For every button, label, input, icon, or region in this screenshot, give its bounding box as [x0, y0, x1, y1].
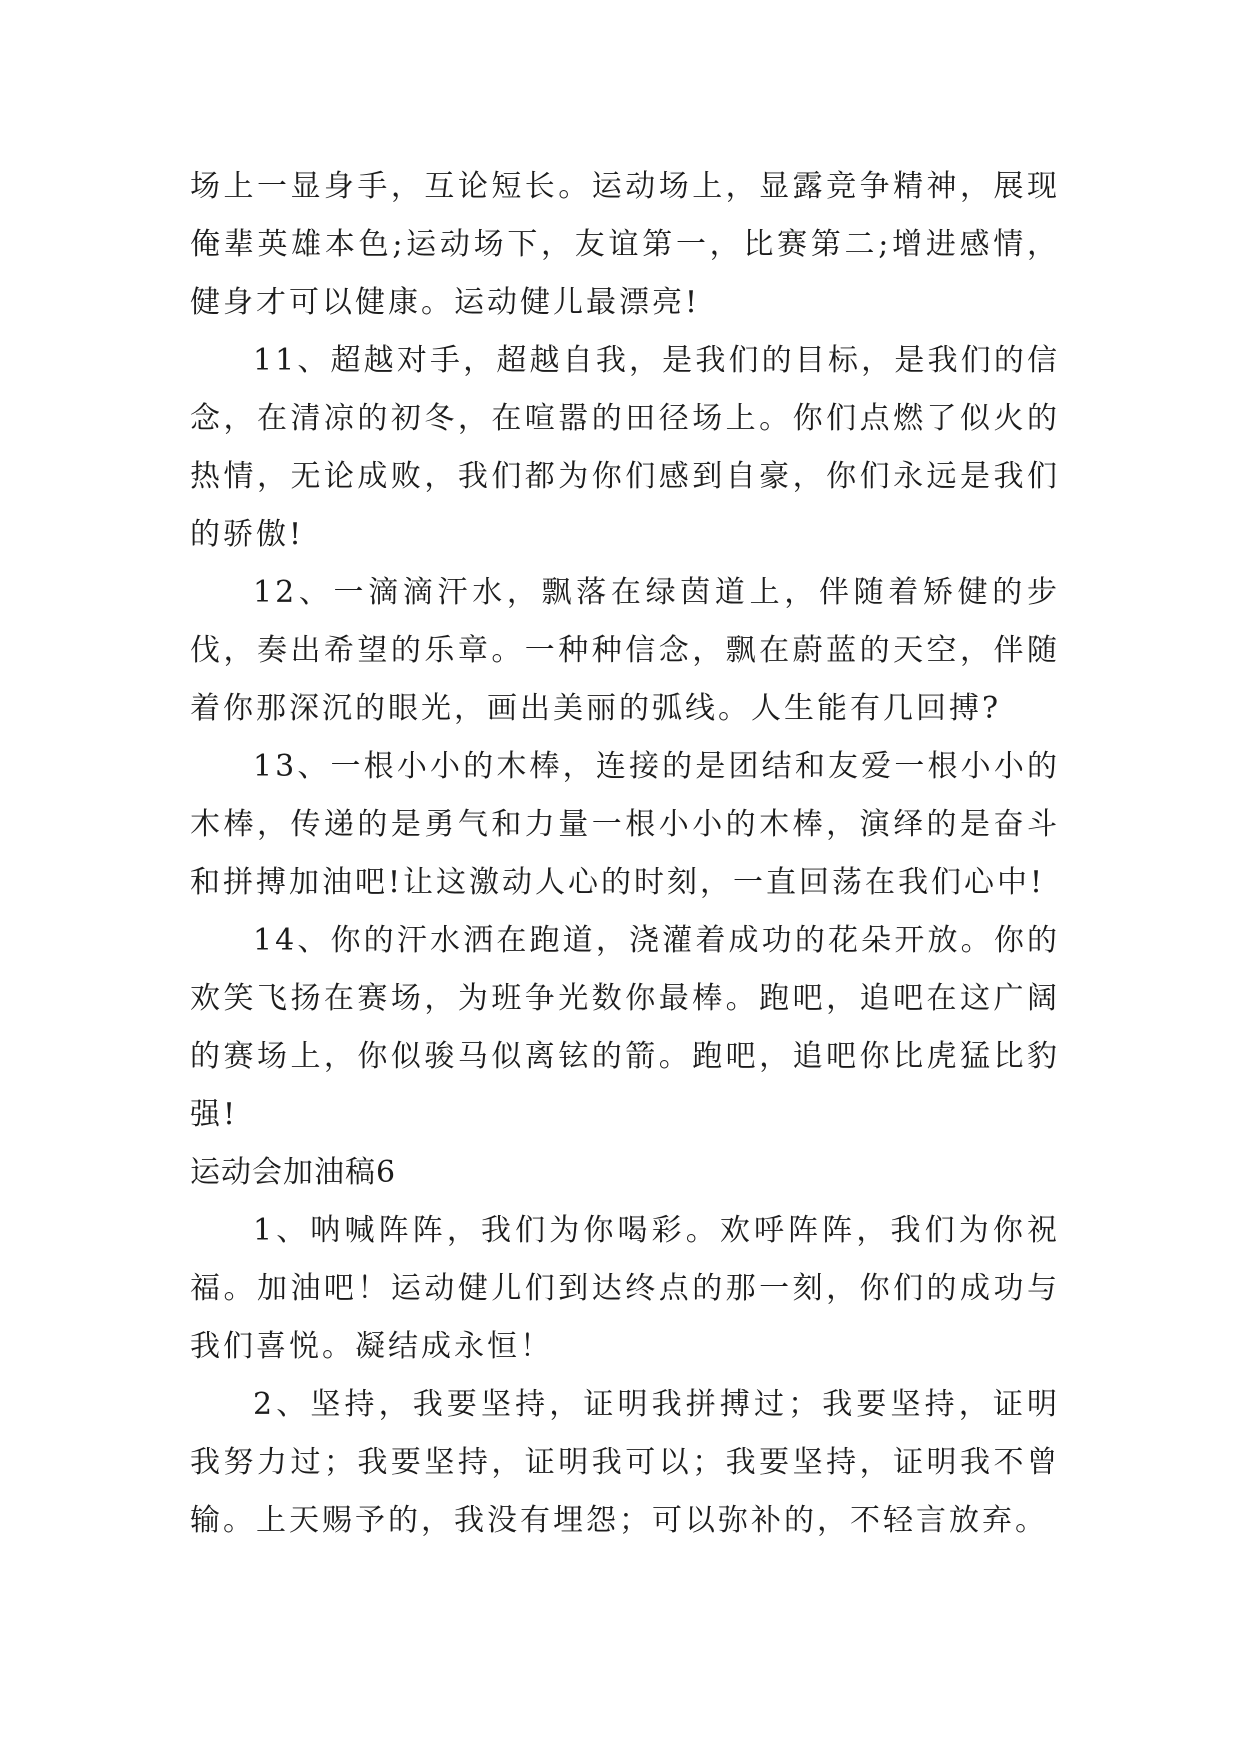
- paragraph-item-13: 13、一根小小的木棒，连接的是团结和友爱一根小小的木棒，传递的是勇气和力量一根小小的木棒，演绎的是奋斗和拼搏加油吧!让这激动人心的时刻，一直回荡在我们心中!: [190, 749, 1060, 900]
- paragraph-item-12: 12、一滴滴汗水，飘落在绿茵道上，伴随着矫健的步伐，奏出希望的乐章。一种种信念，飘在蔚蓝的天空，伴随着你那深沉的眼光，画出美丽的弧线。人生能有几回搏?: [190, 575, 1060, 726]
- paragraph-item-11: 11、超越对手，超越自我，是我们的目标，是我们的信念，在清凉的初冬，在喧嚣的田径场上。你们点燃了似火的热情，无论成败，我们都为你们感到自豪，你们永远是我们的骄傲!: [190, 343, 1060, 552]
- paragraph-item-14: 14、你的汗水洒在跑道，浇灌着成功的花朵开放。你的欢笑飞扬在赛场，为班争光数你最棒。跑吧，追吧在这广阔的赛场上，你似骏马似离铉的箭。跑吧，追吧你比虎猛比豹强!: [190, 923, 1060, 1132]
- paragraph-item-1: 1、呐喊阵阵，我们为你喝彩。欢呼阵阵，我们为你祝福。加油吧！运动健儿们到达终点的那一刻，你们的成功与我们喜悦。凝结成永恒！: [190, 1213, 1060, 1364]
- paragraph-item-2: 2、坚持，我要坚持，证明我拼搏过；我要坚持，证明我努力过；我要坚持，证明我可以；我要坚持，证明我不曾输。上天赐予的，我没有埋怨；可以弥补的，不轻言放弃。: [190, 1387, 1060, 1538]
- paragraph-intro: 场上一显身手，互论短长。运动场上，显露竞争精神，展现俺辈英雄本色;运动场下，友谊第一，比赛第二;增进感情，健身才可以健康。运动健儿最漂亮!: [190, 169, 1060, 320]
- section-heading: 运动会加油稿6: [190, 1155, 397, 1190]
- document-body: [190, 158, 1060, 1550]
